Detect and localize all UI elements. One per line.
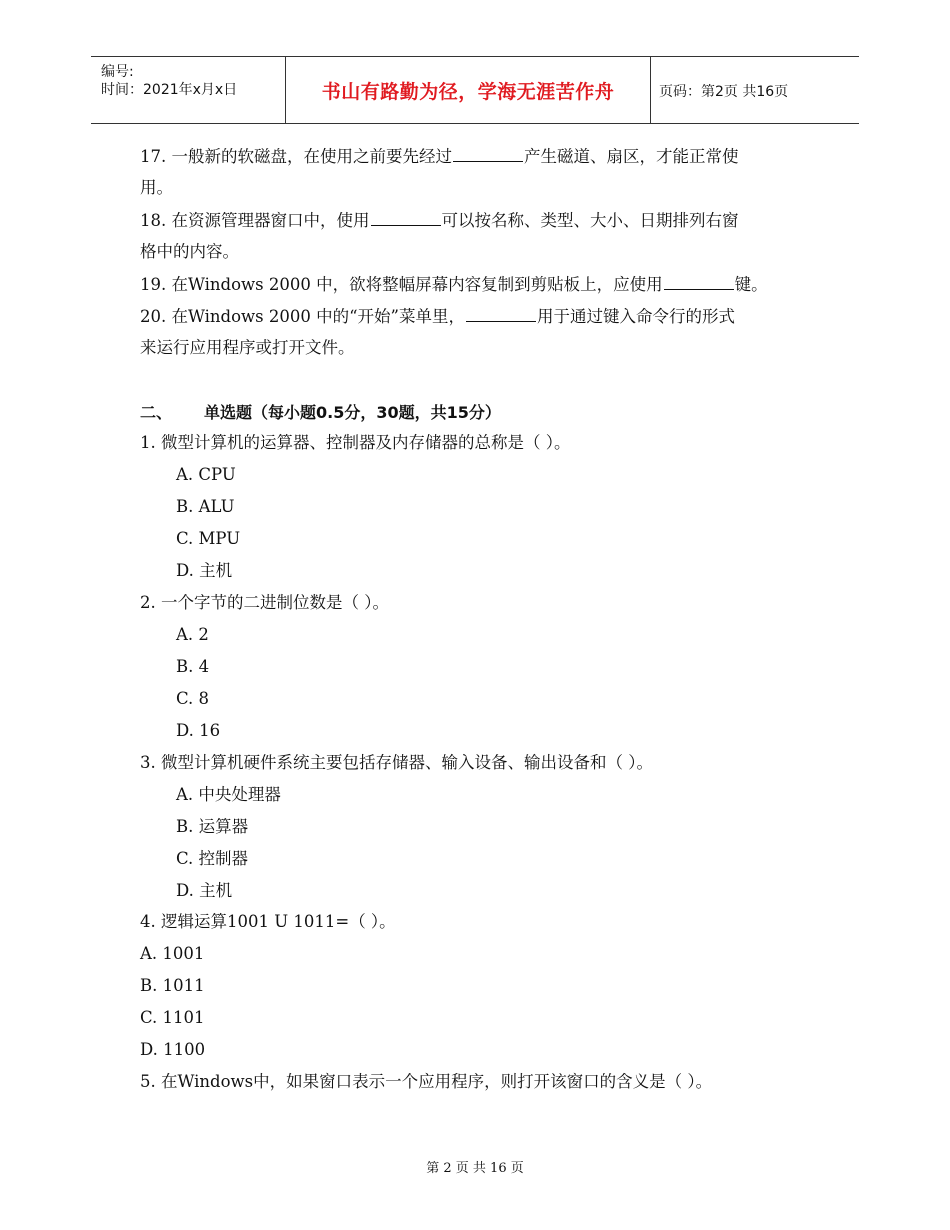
option: D. 16	[176, 721, 221, 740]
answer-blank	[664, 274, 734, 290]
question-stem: 2. 一个字节的二进制位数是（ ）。	[140, 593, 389, 612]
motto: 书山有路勤为径，学海无涯苦作舟	[321, 81, 615, 103]
section-title: 单选题（每小题0.5分，30题，共15分）	[204, 403, 501, 422]
question-stem: 1. 微型计算机的运算器、控制器及内存储器的总称是（ ）。	[140, 433, 571, 452]
question-text: 键。	[734, 275, 768, 294]
question-text: 19. 在Windows 2000 中，欲将整幅屏幕内容复制到剪贴板上，应使用	[140, 275, 663, 294]
header-page-cell	[649, 57, 859, 123]
option: C. 8	[176, 689, 210, 708]
page-footer: 第 2 页 共 16 页	[426, 1161, 524, 1176]
option: D. 主机	[176, 881, 233, 900]
option: D. 主机	[176, 561, 233, 580]
option: B. 运算器	[176, 817, 249, 836]
answer-blank	[371, 210, 441, 226]
header-motto-cell	[285, 57, 651, 123]
question-line	[140, 210, 739, 231]
page-label: 页码：第2页 共16页	[659, 84, 789, 100]
question-text: 17. 一般新的软磁盘，在使用之前要先经过	[140, 147, 452, 166]
question-continuation: 格中的内容。	[140, 242, 239, 261]
question-continuation: 用。	[140, 178, 173, 197]
option: C. MPU	[176, 529, 241, 548]
question-line	[140, 306, 735, 327]
option: D. 1100	[140, 1040, 206, 1059]
question-continuation: 来运行应用程序或打开文件。	[140, 338, 355, 357]
option: B. 1011	[140, 976, 205, 995]
option: C. 控制器	[176, 849, 249, 868]
option: A. 2	[176, 625, 209, 644]
option: B. 4	[176, 657, 210, 676]
option: C. 1101	[140, 1008, 205, 1027]
page-header	[91, 56, 859, 124]
option: A. CPU	[176, 465, 236, 484]
question-line	[140, 146, 739, 167]
option: A. 中央处理器	[176, 785, 281, 804]
question-stem: 3. 微型计算机硬件系统主要包括存储器、输入设备、输出设备和（ ）。	[140, 753, 653, 772]
answer-blank	[466, 306, 536, 322]
time-label: 时间：2021年x月x日	[101, 82, 238, 98]
header-meta	[91, 57, 285, 123]
question-text: 20. 在Windows 2000 中的“开始”菜单里，	[140, 307, 465, 326]
question-line	[140, 274, 768, 295]
question-text: 产生磁道、扇区，才能正常使	[524, 147, 739, 166]
number-label: 编号:	[101, 64, 134, 80]
question-text: 用于通过键入命令行的形式	[537, 307, 735, 326]
option: B. ALU	[176, 497, 235, 516]
answer-blank	[453, 146, 523, 162]
section-number: 二、	[140, 403, 173, 422]
question-stem: 4. 逻辑运算1001 U 1011=（ ）。	[140, 912, 396, 931]
section-heading	[140, 400, 501, 423]
question-stem: 5. 在Windows中，如果窗口表示一个应用程序，则打开该窗口的含义是（ ）。	[140, 1072, 713, 1091]
question-text: 18. 在资源管理器窗口中，使用	[140, 211, 370, 230]
question-text: 可以按名称、类型、大小、日期排列右窗	[441, 211, 739, 230]
option: A. 1001	[140, 944, 205, 963]
